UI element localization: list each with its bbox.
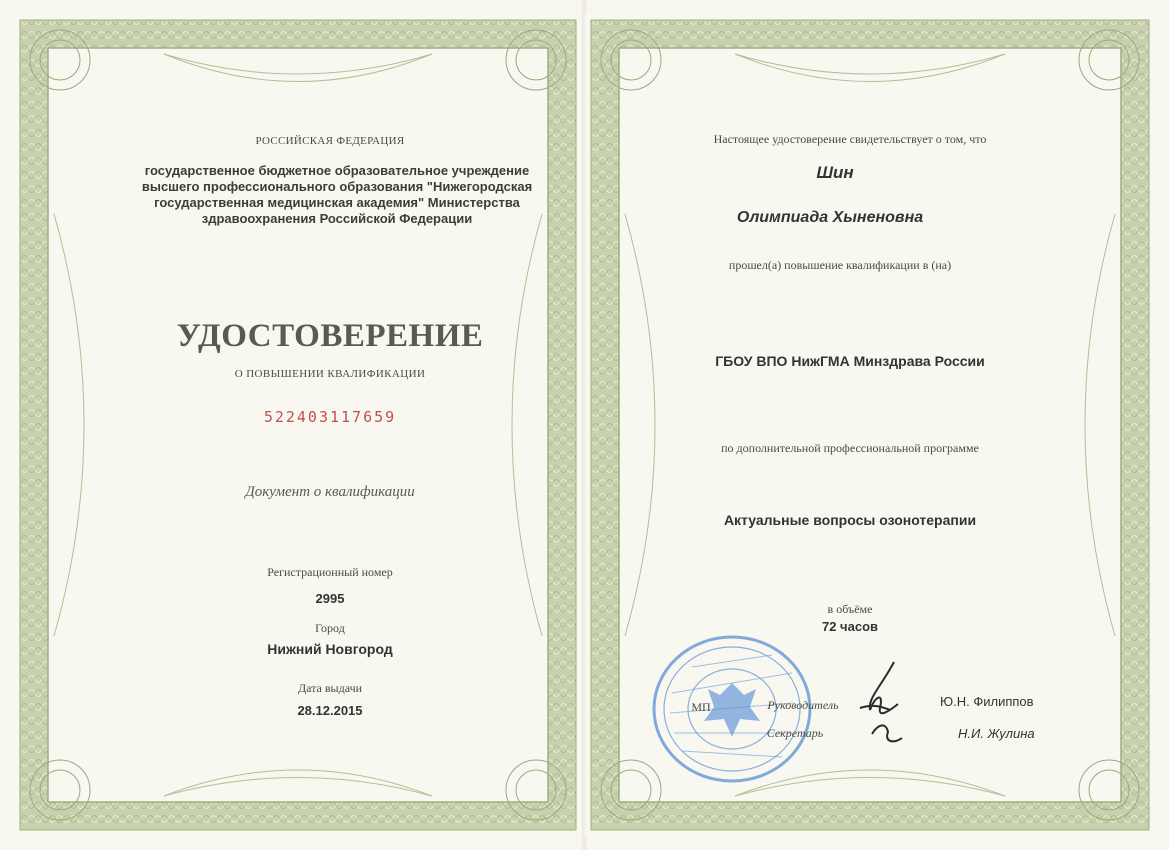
issue-date-value: 28.12.2015 [297, 703, 363, 718]
program-text: по дополнительной профессиональной программе [721, 441, 979, 455]
program-name: Актуальные вопросы озонотерапии [723, 512, 977, 528]
reg-number-value: 2995 [315, 591, 345, 606]
institution-line: здравоохранения Российской Федерации [201, 211, 473, 226]
document-title: УДОСТОВЕРЕНИЕ [176, 318, 484, 354]
doc-type-label: Документ о квалификации [245, 484, 415, 500]
organization-name: ГБОУ ВПО НижГМА Минздрава России [715, 353, 985, 369]
country-label: РОССИЙСКАЯ ФЕДЕРАЦИЯ [255, 135, 405, 147]
holder-given-names: Олимпиада Хыненовна [736, 209, 924, 226]
mp-label: МП [691, 700, 711, 714]
passed-text: прошел(а) повышение квалификации в (на) [728, 258, 952, 272]
document-subtitle: О ПОВЫШЕНИИ КВАЛИФИКАЦИИ [234, 368, 426, 380]
secretary-label: Секретарь [766, 726, 824, 740]
volume-value: 72 часов [821, 619, 878, 634]
city-value: Нижний Новгород [267, 641, 393, 657]
secretary-name: Н.И. Жулина [958, 726, 1035, 741]
institution-line: высшего профессионального образования "Нижегородская [141, 179, 533, 194]
holder-surname: Шин [816, 163, 854, 182]
serial-number: 522403117659 [263, 408, 397, 426]
reg-number-label: Регистрационный номер [267, 565, 393, 579]
head-signature [850, 658, 920, 748]
head-name: Ю.Н. Филиппов [940, 694, 1034, 709]
issue-date-label: Дата выдачи [297, 681, 363, 695]
institution-line: государственное бюджетное образовательное учреждение [144, 163, 530, 178]
head-label: Руководитель [767, 698, 839, 712]
institution-name [104, 163, 570, 227]
city-label: Город [315, 621, 345, 635]
institution-line: государственная медицинская академия" Министерства [154, 195, 520, 210]
intro-text: Настоящее удостоверение свидетельствует о том, что [713, 132, 987, 146]
volume-label: в объёме [827, 602, 873, 616]
